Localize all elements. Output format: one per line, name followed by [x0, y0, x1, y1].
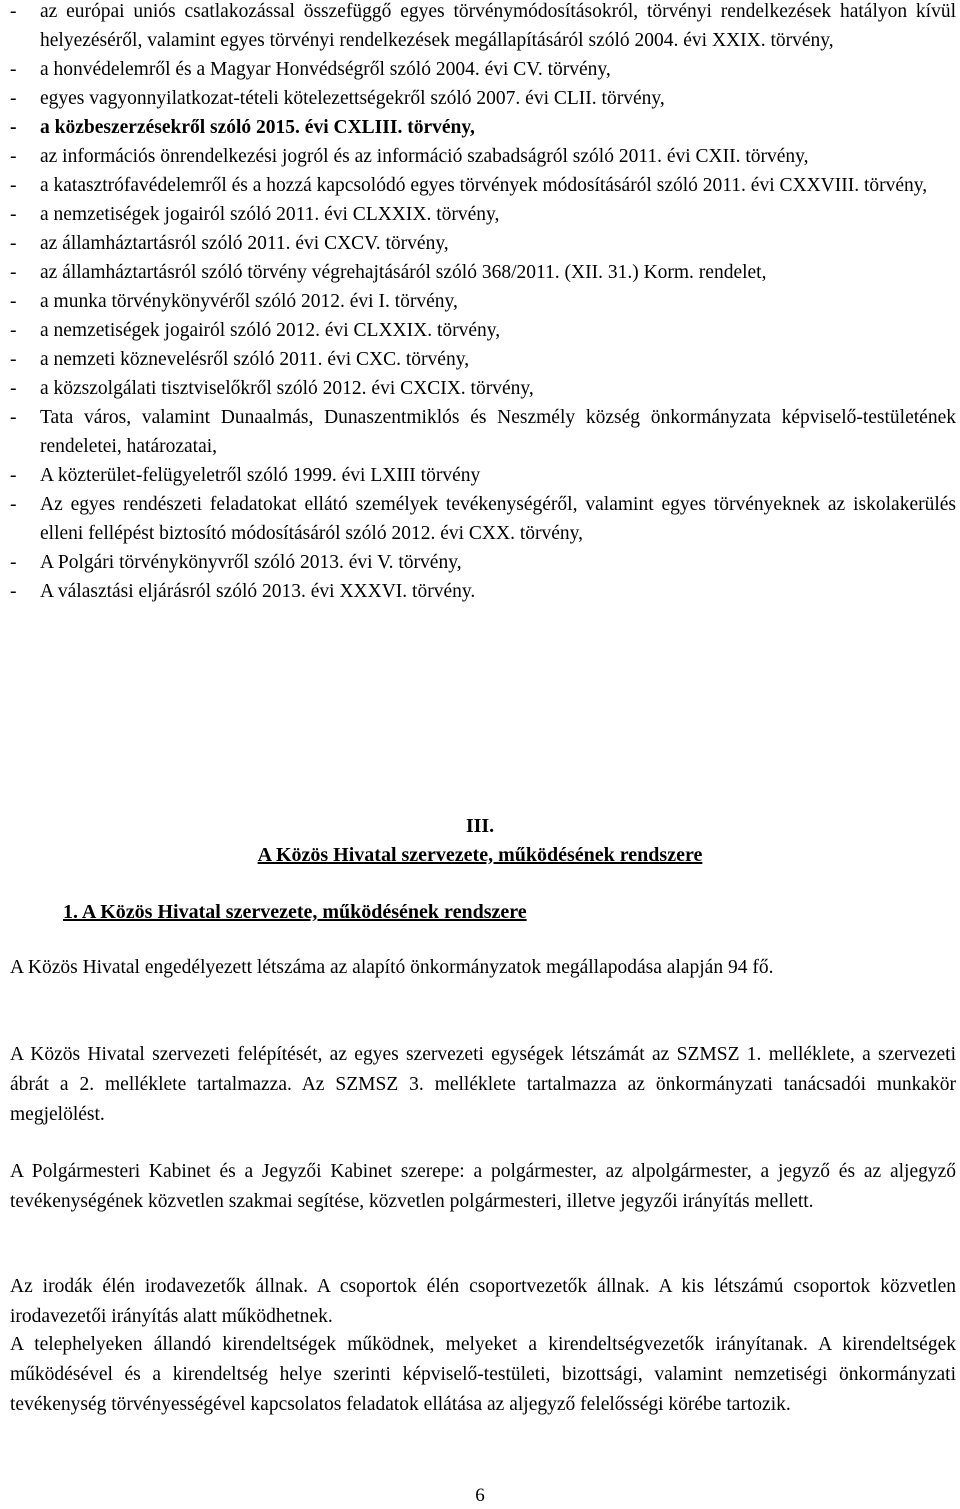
list-item-text: az államháztartásról szóló 2011. évi CXCV. törvény,	[40, 233, 449, 254]
list-item-text: a nemzeti köznevelésről szóló 2011. évi CXC. törvény,	[40, 349, 470, 370]
list-item-text: az államháztartásról szóló törvény végrehajtásáról szóló 368/2011. (XII. 31.) Korm. rendelet,	[40, 262, 767, 283]
list-item-text: a honvédelemről és a Magyar Honvédségről szóló 2004. évi CV. törvény,	[40, 59, 611, 80]
list-item-text: a munka törvénykönyvéről szóló 2012. évi I. törvény,	[40, 291, 458, 312]
page-number: 6	[475, 1485, 485, 1506]
list-dash: -	[10, 378, 17, 399]
list-item	[0, 287, 960, 316]
paragraph-offices: Az irodák élén irodavezetők állnak. A csoportok élén csoportvezetők állnak. A kis létszámú csoportok közvetlen irodavezetői irányítás alatt működhetnek.	[10, 1276, 956, 1327]
paragraph-branches: A telephelyeken állandó kirendeltségek működnek, melyeket a kirendeltségvezetők irányítanak. A kirendeltségek működésével és a kirendeltség helye szerinti képviselő-testületi, bizottsági, valamint nemzetiségi önkormányzati tevékenység törvényességével kapcsolatos feladatok ellátása az aljegyző felelősségi körébe tartozik.	[10, 1334, 956, 1415]
list-item	[0, 142, 960, 171]
list-item-text: Tata város, valamint Dunaalmás, Dunaszentmiklós és Neszmély község önkormányzata képviselő-testületének rendeletei, határozatai,	[40, 407, 956, 457]
list-item	[0, 113, 960, 142]
list-dash: -	[10, 1, 17, 22]
list-dash: -	[10, 146, 17, 167]
paragraph-structure: A Közös Hivatal szervezeti felépítését, az egyes szervezeti egységek létszámát az SZMSZ 1. melléklete, a szervezeti ábrát a 2. melléklete tartalmazza. Az SZMSZ 3. melléklete tartalmazza az önkormányzati tanácsadói munkakör megjelölést.	[10, 1044, 956, 1125]
list-item	[0, 229, 960, 258]
list-item	[0, 0, 960, 55]
legal-references-list	[0, 0, 960, 606]
list-item-text: egyes vagyonnyilatkozat-tételi kötelezettségekről szóló 2007. évi CLII. törvény,	[40, 88, 665, 109]
subsection-heading: 1. A Közös Hivatal szervezete, működésének rendszere	[63, 901, 527, 923]
list-item-text: a katasztrófavédelemről és a hozzá kapcsolódó egyes törvények módosításáról szóló 2011. évi CXXVIII. törvény,	[40, 175, 928, 196]
list-dash: -	[10, 233, 17, 254]
list-item	[0, 490, 960, 548]
list-item	[0, 403, 960, 461]
list-item-text: az európai uniós csatlakozással összefüggő egyes törvénymódosításokról, törvényi rendelkezések hatályon kívül helyezéséről, valamint egyes törvényi rendelkezések megállapításáról szóló 2004. évi XXIX. törvény,	[40, 1, 956, 51]
list-dash: -	[10, 291, 17, 312]
list-dash: -	[10, 320, 17, 341]
section-title: A Közös Hivatal szervezete, működésének rendszere	[257, 844, 703, 866]
list-dash: -	[10, 175, 17, 196]
list-dash: -	[10, 88, 17, 109]
list-item-text: A közterület-felügyeletről szóló 1999. évi LXIII törvény	[40, 465, 481, 486]
list-item	[0, 200, 960, 229]
section-number: III.	[465, 815, 495, 837]
list-item-text: A választási eljárásról szóló 2013. évi XXXVI. törvény.	[40, 581, 476, 602]
list-item	[0, 577, 960, 606]
list-dash: -	[10, 349, 17, 370]
list-item	[0, 345, 960, 374]
list-item-text: Az egyes rendészeti feladatokat ellátó személyek tevékenységéről, valamint egyes törvényeknek az iskolakerülés elleni fellépést biztosító módosításáról szóló 2012. évi CXX. törvény,	[40, 494, 956, 544]
list-dash: -	[10, 494, 17, 515]
list-item	[0, 461, 960, 490]
list-dash: -	[10, 59, 17, 80]
list-item-text: A Polgári törvénykönyvről szóló 2013. évi V. törvény,	[40, 552, 462, 573]
paragraph-headcount: A Közös Hivatal engedélyezett létszáma az alapító önkormányzatok megállapodása alapján 94 fő.	[10, 957, 774, 978]
list-dash: -	[10, 117, 17, 138]
list-dash: -	[10, 204, 17, 225]
list-item	[0, 171, 960, 200]
list-dash: -	[10, 581, 17, 602]
list-item-text: a nemzetiségek jogairól szóló 2012. évi CLXXIX. törvény,	[40, 320, 501, 341]
list-item-text: a nemzetiségek jogairól szóló 2011. évi CLXXIX. törvény,	[40, 204, 500, 225]
list-item	[0, 316, 960, 345]
list-item	[0, 84, 960, 113]
list-item	[0, 258, 960, 287]
list-item	[0, 548, 960, 577]
list-dash: -	[10, 262, 17, 283]
list-dash: -	[10, 407, 17, 428]
list-dash: -	[10, 465, 17, 486]
list-item-text: az információs önrendelkezési jogról és az információ szabadságról szóló 2011. évi CXII. törvény,	[40, 146, 809, 167]
list-item	[0, 55, 960, 84]
list-item	[0, 374, 960, 403]
list-item-text: a közbeszerzésekről szóló 2015. évi CXLIII. törvény,	[40, 117, 475, 138]
list-dash: -	[10, 552, 17, 573]
list-item-text: a közszolgálati tisztviselőkről szóló 2012. évi CXCIX. törvény,	[40, 378, 534, 399]
paragraph-cabinets: A Polgármesteri Kabinet és a Jegyzői Kabinet szerepe: a polgármester, az alpolgármester, a jegyző és az aljegyző tevékenységének közvetlen szakmai segítése, közvetlen polgármesteri, illetve jegyzői irányítás mellett.	[10, 1161, 956, 1212]
